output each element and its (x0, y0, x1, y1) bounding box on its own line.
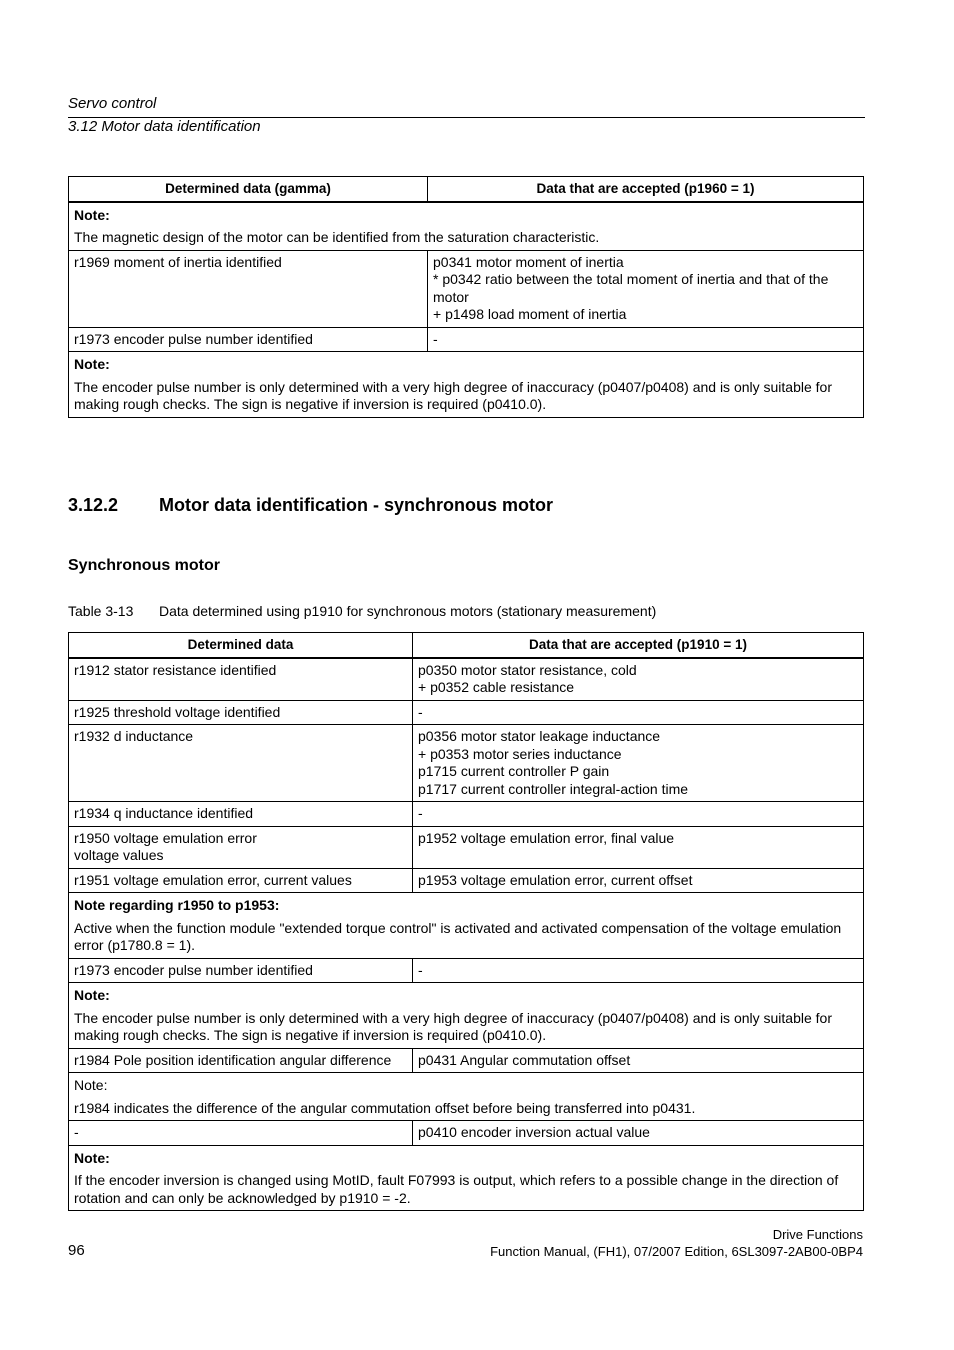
determined-data-cell: r1973 encoder pulse number identified (69, 958, 413, 983)
table-header-row (69, 633, 864, 658)
column-header: Determined data (69, 633, 413, 658)
note-title: Note: (74, 206, 110, 223)
note-row (69, 202, 864, 251)
table-caption-text: Data determined using p1910 for synchronous motors (stationary measurement) (159, 603, 657, 619)
subheading: Synchronous motor (68, 557, 221, 574)
header-section: 3.12 Motor data identification (68, 118, 261, 135)
determined-data-cell: r1973 encoder pulse number identified (69, 327, 428, 352)
note-text: r1984 indicates the difference of the angular commutation offset before being transferred into p0431. (74, 1099, 696, 1116)
accepted-data-line: p0356 motor stator leakage inductance (418, 728, 661, 744)
accepted-data-cell: - (428, 327, 864, 352)
note-title: Note: (74, 1077, 108, 1093)
note-text: Active when the function module "extended torque control" is activated and activated compensation of the voltage emulation error (p1780.8 = 1). (74, 919, 842, 953)
accepted-data-line: p1717 current controller integral-action time (418, 780, 689, 797)
accepted-data-cell: - (413, 700, 864, 725)
note-title: Note: (74, 987, 110, 1003)
section-title: Motor data identification - synchronous motor (159, 495, 554, 515)
column-header: Data that are accepted (p1960 = 1) (428, 177, 864, 202)
synchronous-motor-table (68, 632, 864, 1211)
gamma-data-table (68, 176, 864, 418)
section-number: 3.12.2 (68, 495, 119, 515)
determined-data-cell: r1934 q inductance identified (69, 802, 413, 827)
note-cell (69, 983, 864, 1049)
table-row (69, 868, 864, 893)
note-text: The encoder pulse number is only determined with a very high degree of inaccuracy (p0407/p0408) and is only suitable for making rough checks. The sign is negative if inversion is required (p0410.0). (74, 378, 832, 412)
table-row (69, 802, 864, 827)
table-row (69, 327, 864, 352)
accepted-data-cell (413, 725, 864, 802)
determined-data-cell (69, 826, 413, 868)
note-text: If the encoder inversion is changed using MotID, fault F07993 is output, which refers to a possible change in the direction of rotation and can only be acknowledged by p1910 = -2. (74, 1172, 839, 1206)
note-cell (69, 1073, 864, 1121)
determined-data-cell: - (69, 1121, 413, 1146)
determined-data-cell: r1932 d inductance (69, 725, 413, 802)
note-text: The encoder pulse number is only determined with a very high degree of inaccuracy (p0407/p0408) and is only suitable for making rough checks. The sign is negative if inversion is required (p0410.0). (74, 1009, 832, 1043)
accepted-data-line: + p0352 cable resistance (418, 679, 575, 695)
table-row (69, 1048, 864, 1073)
determined-data-line: r1950 voltage emulation error (74, 829, 257, 846)
table-header-row (69, 177, 864, 202)
table-row (69, 700, 864, 725)
table-caption-label: Table 3-13 (68, 603, 134, 619)
note-row (69, 893, 864, 959)
column-header: Determined data (gamma) (69, 177, 428, 202)
footer-doc-title: Drive Functions (772, 1227, 863, 1242)
header-chapter: Servo control (68, 95, 157, 112)
accepted-data-cell (428, 250, 864, 327)
table-row (69, 250, 864, 327)
note-title: Note regarding r1950 to p1953: (74, 897, 280, 913)
note-row (69, 983, 864, 1049)
note-cell (69, 1145, 864, 1211)
table-row (69, 658, 864, 701)
page-number: 96 (68, 1242, 85, 1259)
footer-doc-edition: Function Manual, (FH1), 07/2007 Edition, 6SL3097-2AB00-0BP4 (490, 1244, 863, 1259)
note-row (69, 1073, 864, 1121)
accepted-data-line: + p1498 load moment of inertia (433, 306, 627, 322)
accepted-data-cell: p0431 Angular commutation offset (413, 1048, 864, 1073)
determined-data-cell: r1969 moment of inertia identified (69, 250, 428, 327)
table-row (69, 725, 864, 802)
note-title: Note: (74, 356, 110, 372)
determined-data-cell: r1984 Pole position identification angular difference (69, 1048, 413, 1073)
table-row (69, 1121, 864, 1146)
note-cell (69, 893, 864, 959)
note-row (69, 1145, 864, 1211)
note-title: Note: (74, 1149, 110, 1166)
determined-data-cell: r1951 voltage emulation error, current values (69, 868, 413, 893)
table-row (69, 958, 864, 983)
determined-data-cell: r1925 threshold voltage identified (69, 700, 413, 725)
accepted-data-line: + p0353 motor series inductance (418, 745, 622, 762)
note-text: The magnetic design of the motor can be identified from the saturation characteristic. (74, 229, 600, 245)
determined-data-line: voltage values (74, 847, 164, 863)
accepted-data-cell: p1953 voltage emulation error, current offset (413, 868, 864, 893)
note-row (69, 352, 864, 418)
accepted-data-line: * p0342 ratio between the total moment of inertia and that of the motor (433, 271, 829, 305)
accepted-data-line: p0350 motor stator resistance, cold (418, 661, 637, 678)
note-cell (69, 202, 864, 251)
accepted-data-line: p0341 motor moment of inertia (433, 253, 624, 270)
accepted-data-cell: p1952 voltage emulation error, final value (413, 826, 864, 868)
accepted-data-cell: - (413, 802, 864, 827)
accepted-data-cell: - (413, 958, 864, 983)
accepted-data-cell: p0410 encoder inversion actual value (413, 1121, 864, 1146)
accepted-data-line: p1715 current controller P gain (418, 763, 610, 779)
column-header: Data that are accepted (p1910 = 1) (413, 633, 864, 658)
note-cell (69, 352, 864, 418)
accepted-data-cell (413, 658, 864, 701)
determined-data-cell: r1912 stator resistance identified (69, 658, 413, 701)
table-row (69, 826, 864, 868)
